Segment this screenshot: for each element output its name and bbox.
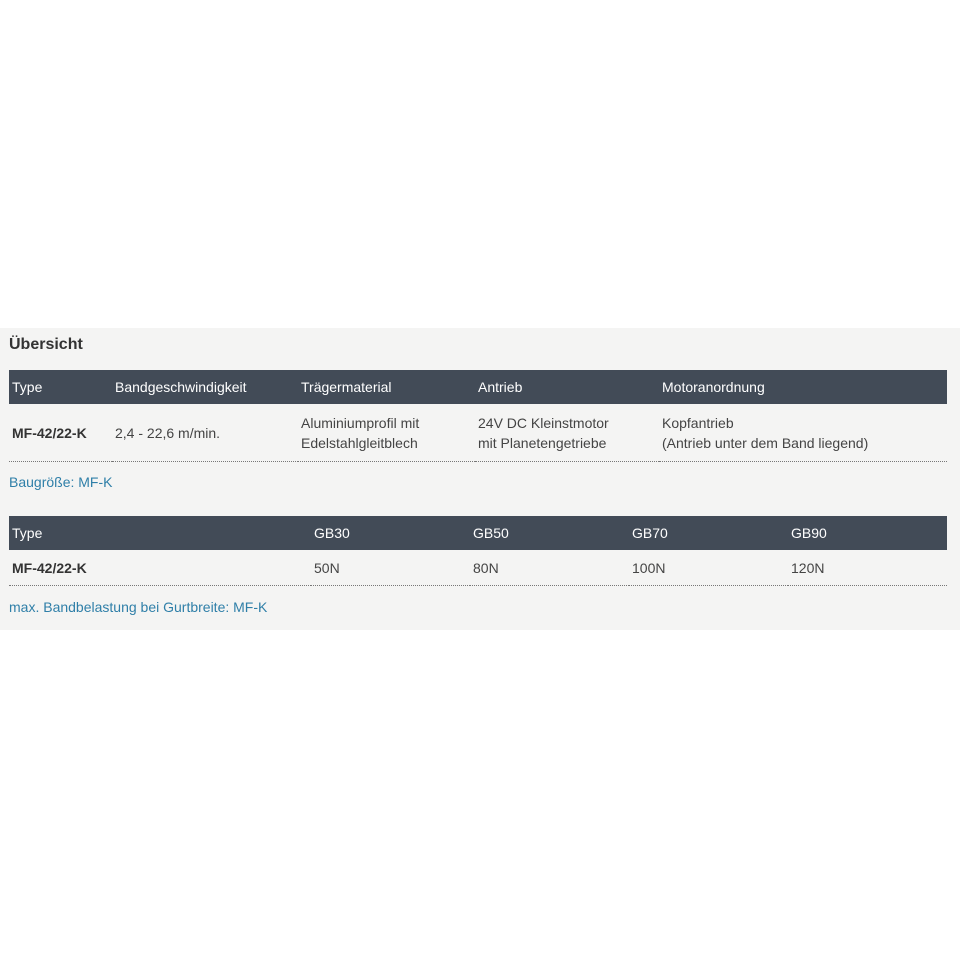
load-cell-gb90: 120N <box>788 550 947 586</box>
load-cell-gb70: 100N <box>629 550 788 586</box>
overview-panel <box>0 328 960 630</box>
spec-table <box>9 370 947 462</box>
load-table <box>9 516 947 586</box>
load-header-gb70: GB70 <box>629 516 788 550</box>
material-line-2: Edelstahlgleitblech <box>301 434 418 451</box>
table-row <box>9 404 947 462</box>
spec-header-speed: Bandgeschwindigkeit <box>112 370 298 404</box>
load-header-gb30: GB30 <box>311 516 470 550</box>
section-title: Übersicht <box>9 336 83 353</box>
load-cell-type: MF-42/22-K <box>9 550 311 586</box>
spec-cell-speed: 2,4 - 22,6 m/min. <box>112 404 298 462</box>
motor-line-2: (Antrieb unter dem Band liegend) <box>662 434 869 451</box>
load-header-gb90: GB90 <box>788 516 947 550</box>
spec-cell-drive <box>475 404 659 462</box>
load-header-gb50: GB50 <box>470 516 629 550</box>
spec-header-drive: Antrieb <box>475 370 659 404</box>
spec-header-material: Trägermaterial <box>298 370 475 404</box>
load-header-type: Type <box>9 516 311 550</box>
spec-table-caption: Baugröße: MF-K <box>9 474 113 490</box>
load-table-header-row <box>9 516 947 550</box>
spec-table-header-row <box>9 370 947 404</box>
load-cell-gb50: 80N <box>470 550 629 586</box>
material-line-1: Aluminiumprofil mit <box>301 414 420 431</box>
load-cell-gb30: 50N <box>311 550 470 586</box>
drive-line-2: mit Planetengetriebe <box>478 434 607 451</box>
motor-line-1: Kopfantrieb <box>662 414 734 431</box>
drive-line-1: 24V DC Kleinstmotor <box>478 414 609 431</box>
load-table-caption: max. Bandbelastung bei Gurtbreite: MF-K <box>9 599 268 615</box>
spec-cell-material <box>298 404 475 462</box>
spec-header-type: Type <box>9 370 112 404</box>
spec-header-motor: Motoranordnung <box>659 370 947 404</box>
table-row <box>9 550 947 586</box>
spec-cell-motor <box>659 404 947 462</box>
spec-cell-type: MF-42/22-K <box>9 404 112 462</box>
